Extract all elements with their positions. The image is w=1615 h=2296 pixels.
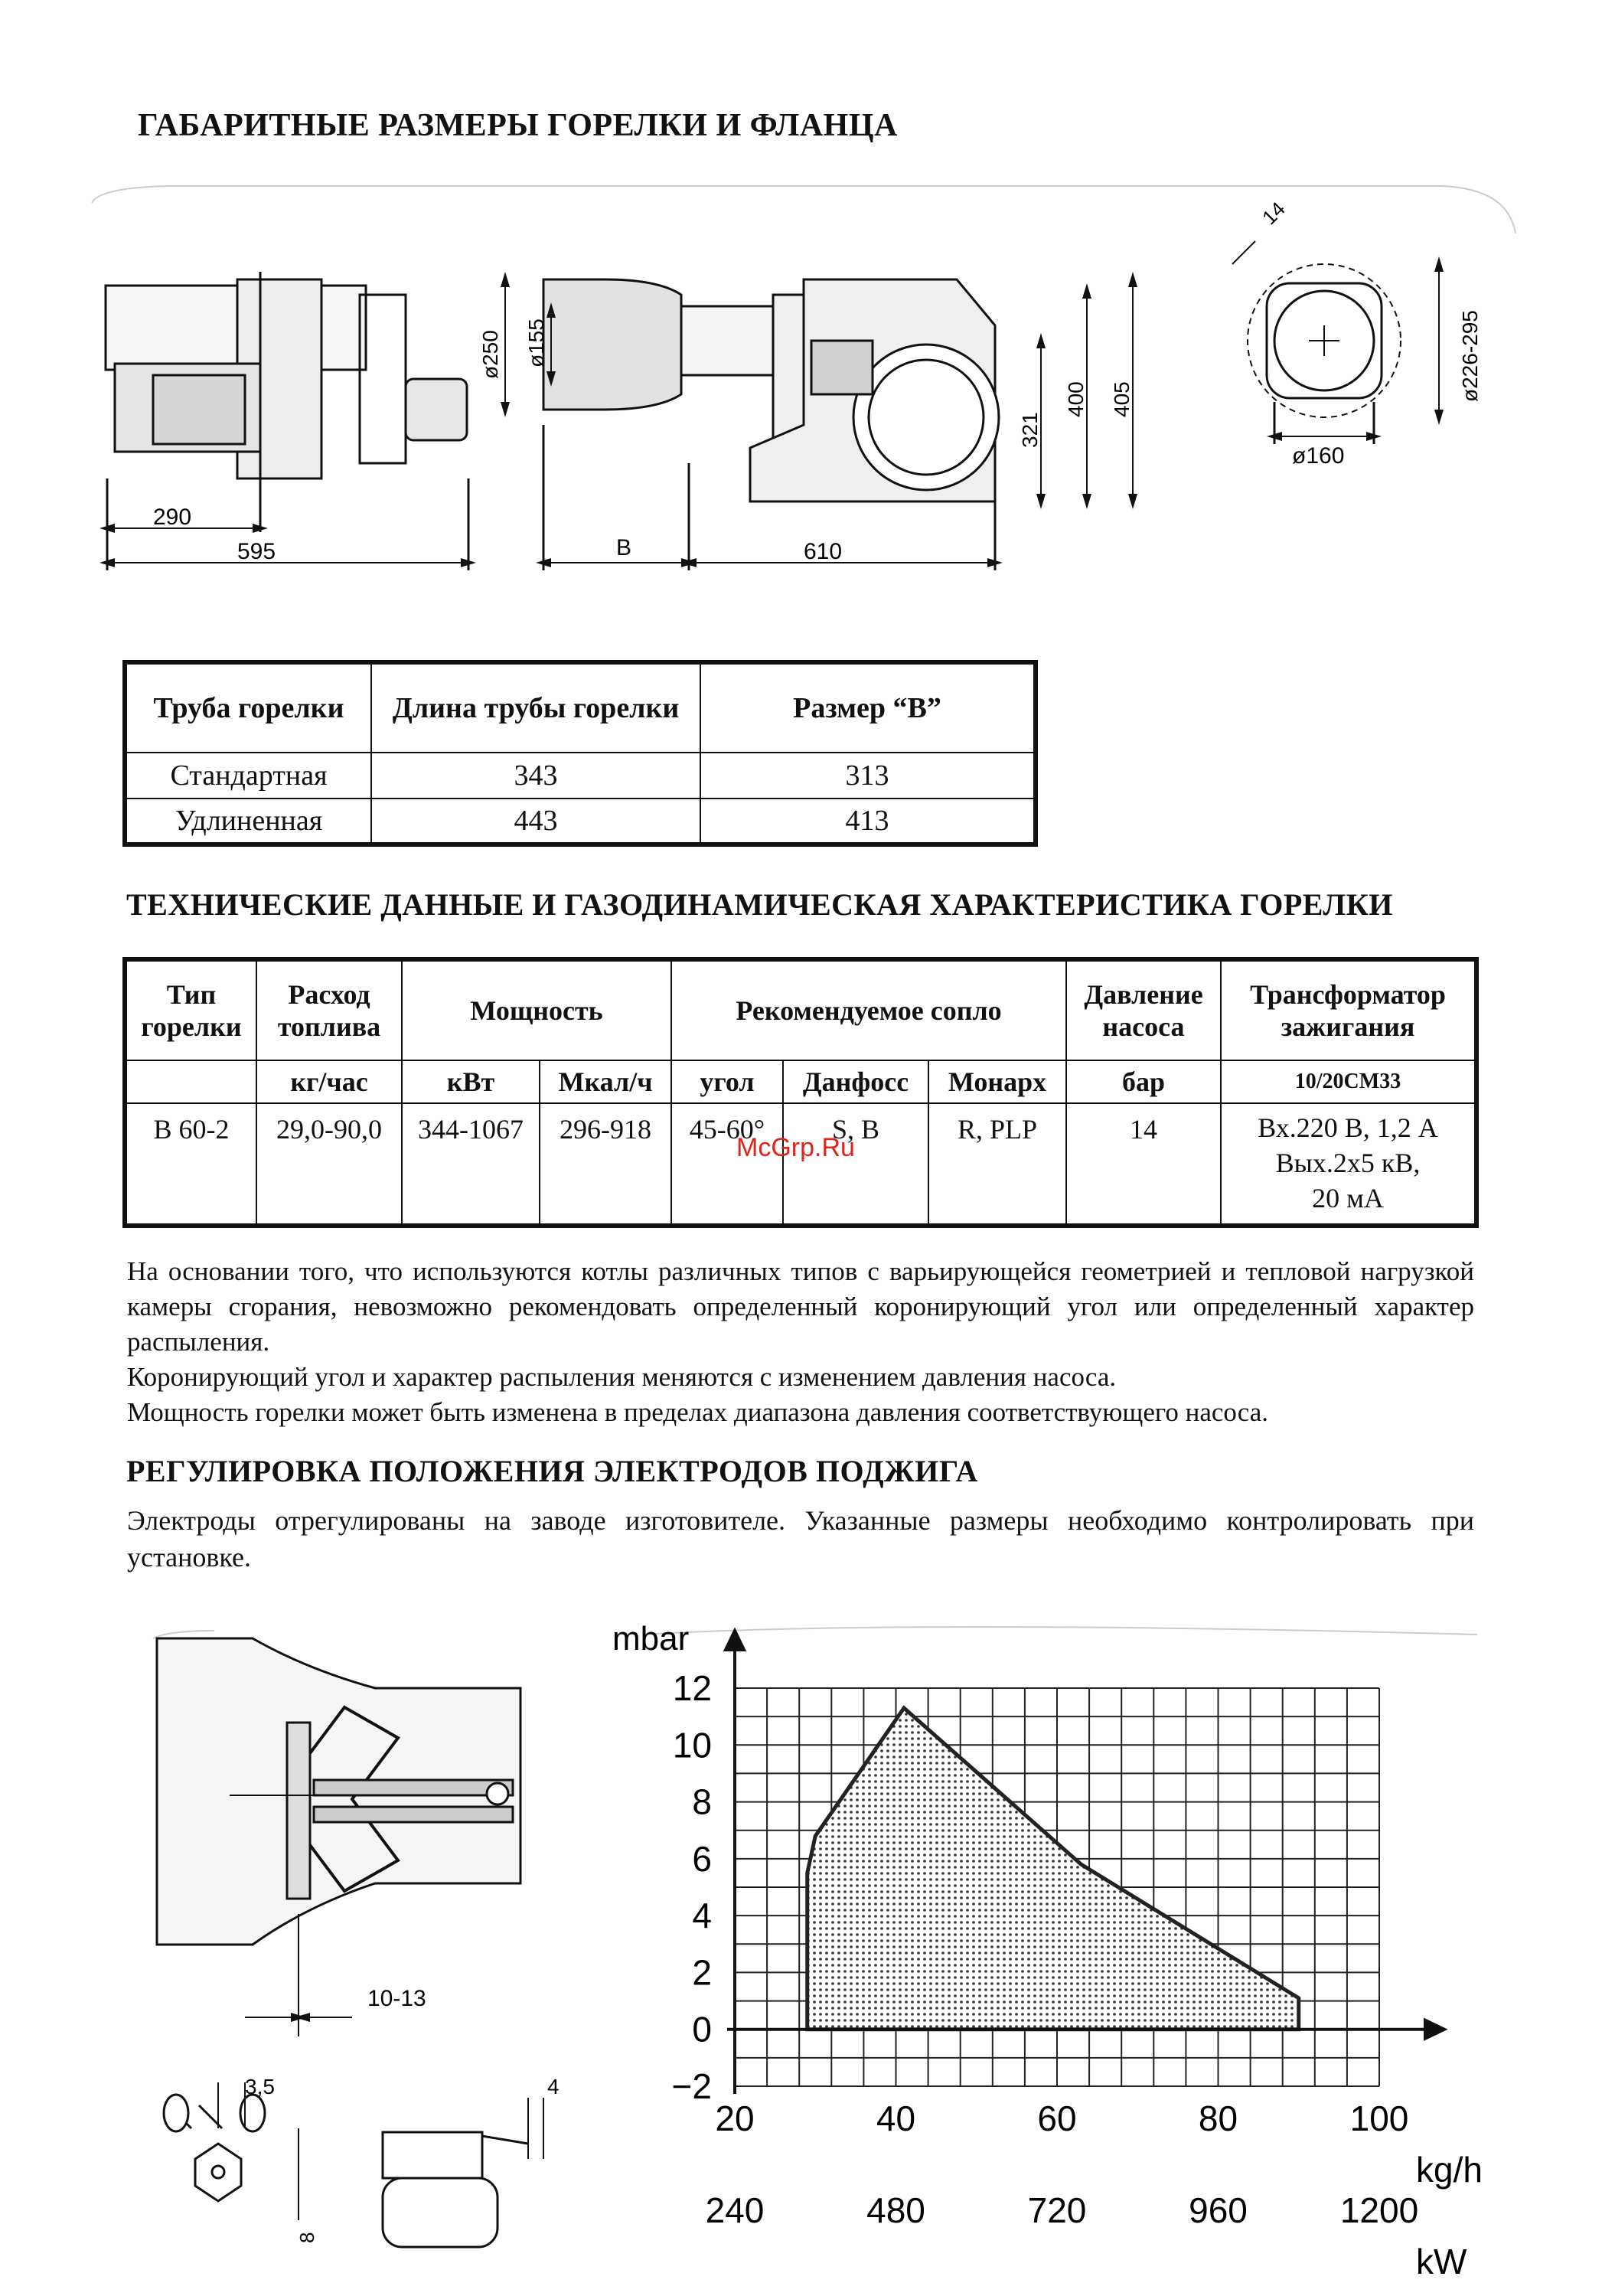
x-tick-label: 100 xyxy=(1349,2098,1409,2138)
dim-4: 4 xyxy=(547,2075,560,2098)
t2-unit-kw: кВт xyxy=(402,1060,540,1103)
table1-cell: Удлиненная xyxy=(125,799,371,844)
x2-tick-label: 480 xyxy=(866,2190,925,2230)
t2-header-nozzle: Рекомендуемое сопло xyxy=(671,959,1066,1060)
t2-unit-mcal: Мкал/ч xyxy=(540,1060,671,1103)
technical-data-table xyxy=(122,957,1479,1228)
y-tick-label: 10 xyxy=(672,1725,712,1765)
pressure-capacity-chart xyxy=(597,1619,1531,2285)
t2-unit-danfoss: Данфосс xyxy=(783,1060,928,1103)
watermark: McGrp.Ru xyxy=(736,1133,855,1162)
burner-tube-table xyxy=(122,660,1038,847)
t2-unit-fuel: кг/час xyxy=(256,1060,402,1103)
chart-y-ticks xyxy=(672,1668,712,2106)
dim-b: B xyxy=(616,535,632,560)
x2-tick-label: 1200 xyxy=(1339,2190,1419,2230)
chart-series-working-field xyxy=(808,1708,1299,2030)
t2-cell-kw: 344-1067 xyxy=(402,1103,540,1226)
chart-x2-label: kW xyxy=(1416,2242,1467,2281)
dim-405: 405 xyxy=(1110,381,1134,417)
t2-cell-bar: 14 xyxy=(1066,1103,1221,1226)
dim-14: 14 xyxy=(1258,197,1290,230)
burner-drawings xyxy=(77,172,1531,601)
y-tick-label: 0 xyxy=(692,2009,712,2049)
section-title-electrodes: РЕГУЛИРОВКА ПОЛОЖЕНИЯ ЭЛЕКТРОДОВ ПОДЖИГА xyxy=(126,1454,978,1488)
t2-header-transformer: Трансформатор зажигания xyxy=(1221,959,1476,1060)
t2-cell-type: В 60-2 xyxy=(125,1103,256,1226)
table1-header-length: Длина трубы горелки xyxy=(371,662,700,753)
x2-tick-label: 240 xyxy=(705,2190,765,2230)
flange-view xyxy=(1232,241,1439,444)
table1-header-size-b: Размер “B” xyxy=(700,662,1036,753)
dim-610: 610 xyxy=(804,539,843,564)
t2-cell-fuel: 29,0-90,0 xyxy=(256,1103,402,1226)
chart-x-label: kg/h xyxy=(1416,2150,1483,2190)
dim-400: 400 xyxy=(1064,381,1088,417)
y-tick-label: 12 xyxy=(672,1668,712,1708)
t2-header-fuel: Расход топлива xyxy=(256,959,402,1060)
t2-cell-transformer xyxy=(1221,1103,1476,1226)
dim-155: ø155 xyxy=(524,318,548,367)
dim-250: ø250 xyxy=(478,330,502,379)
y-tick-label: 6 xyxy=(692,1838,712,1879)
transformer-current: 20 мА xyxy=(1312,1183,1384,1213)
t2-cell-mcal: 296-918 xyxy=(540,1103,671,1226)
y-tick-label: 4 xyxy=(692,1896,712,1936)
table1-cell: 413 xyxy=(700,799,1036,844)
t2-header-pressure: Давление насоса xyxy=(1066,959,1221,1060)
chart-x-ticks xyxy=(715,2098,1408,2138)
t2-unit-bar: бар xyxy=(1066,1060,1221,1103)
x-tick-label: 60 xyxy=(1037,2098,1077,2138)
dim-8: 8 xyxy=(295,2232,318,2243)
section-title-technical: ТЕХНИЧЕСКИЕ ДАННЫЕ И ГАЗОДИНАМИЧЕСКАЯ ХАРАКТЕРИСТИКА ГОРЕЛКИ xyxy=(126,887,1393,922)
dim-595: 595 xyxy=(237,539,276,564)
x2-tick-label: 720 xyxy=(1027,2190,1087,2230)
table1-cell: Стандартная xyxy=(125,753,371,799)
t2-header-power: Мощность xyxy=(402,959,671,1060)
notes-paragraph xyxy=(127,1254,1474,1430)
table1-cell: 313 xyxy=(700,753,1036,799)
x-tick-label: 80 xyxy=(1198,2098,1238,2138)
table1-header-tube: Труба горелки xyxy=(125,662,371,753)
dim-160: ø160 xyxy=(1292,443,1345,469)
t2-cell-danfoss: S, B xyxy=(783,1103,928,1226)
electrode-drawings xyxy=(122,1623,612,2281)
y-tick-label: 2 xyxy=(692,1952,712,1993)
dim-321: 321 xyxy=(1018,412,1042,448)
x-tick-label: 20 xyxy=(715,2098,755,2138)
y-tick-label: 8 xyxy=(692,1782,712,1822)
t2-header-type: Тип горелки xyxy=(125,959,256,1060)
t2-unit-angle: угол xyxy=(671,1060,783,1103)
chart-y-label: mbar xyxy=(612,1620,690,1657)
note-3: Мощность горелки может быть изменена в пределах диапазона давления соответствующего насоса. xyxy=(127,1397,1269,1427)
table1-cell: 343 xyxy=(371,753,700,799)
transformer-output: Вых.2х5 кВ, xyxy=(1275,1148,1421,1178)
electrode-side-view xyxy=(157,1638,543,2247)
chart-x2-ticks xyxy=(706,2190,1419,2230)
transformer-input: Вх.220 В, 1,2 А xyxy=(1258,1112,1438,1143)
t2-unit-transformer: 10/20СМ33 xyxy=(1221,1060,1476,1103)
dim-10-13: 10-13 xyxy=(367,1986,426,2011)
y-tick-label: −2 xyxy=(671,2066,712,2106)
note-1: На основании того, что используются котлы различных типов с варьирующейся геометрией и тепловой нагрузкой камеры сгорания, невозможно рекомендовать определенный коронирующий угол или определенный характер распыления. xyxy=(127,1256,1474,1357)
x-tick-label: 40 xyxy=(876,2098,916,2138)
note-2: Коронирующий угол и характер распыления меняются с изменением давления насоса. xyxy=(127,1362,1117,1392)
dim-3-5: 3,5 xyxy=(245,2075,275,2098)
section-title-dimensions: ГАБАРИТНЫЕ РАЗМЕРЫ ГОРЕЛКИ И ФЛАНЦА xyxy=(138,108,898,143)
dim-290: 290 xyxy=(153,505,192,530)
t2-cell-monarch: R, PLP xyxy=(928,1103,1066,1226)
electrodes-text: Электроды отрегулированы на заводе изготовителе. Указанные размеры необходимо контролировать при установке. xyxy=(127,1505,1474,1573)
t2-unit-monarch: Монарх xyxy=(928,1060,1066,1103)
table1-cell: 443 xyxy=(371,799,700,844)
t2-cell-angle: 45-60° xyxy=(671,1103,783,1226)
dim-226: ø226-295 xyxy=(1458,310,1482,402)
x2-tick-label: 960 xyxy=(1189,2190,1248,2230)
